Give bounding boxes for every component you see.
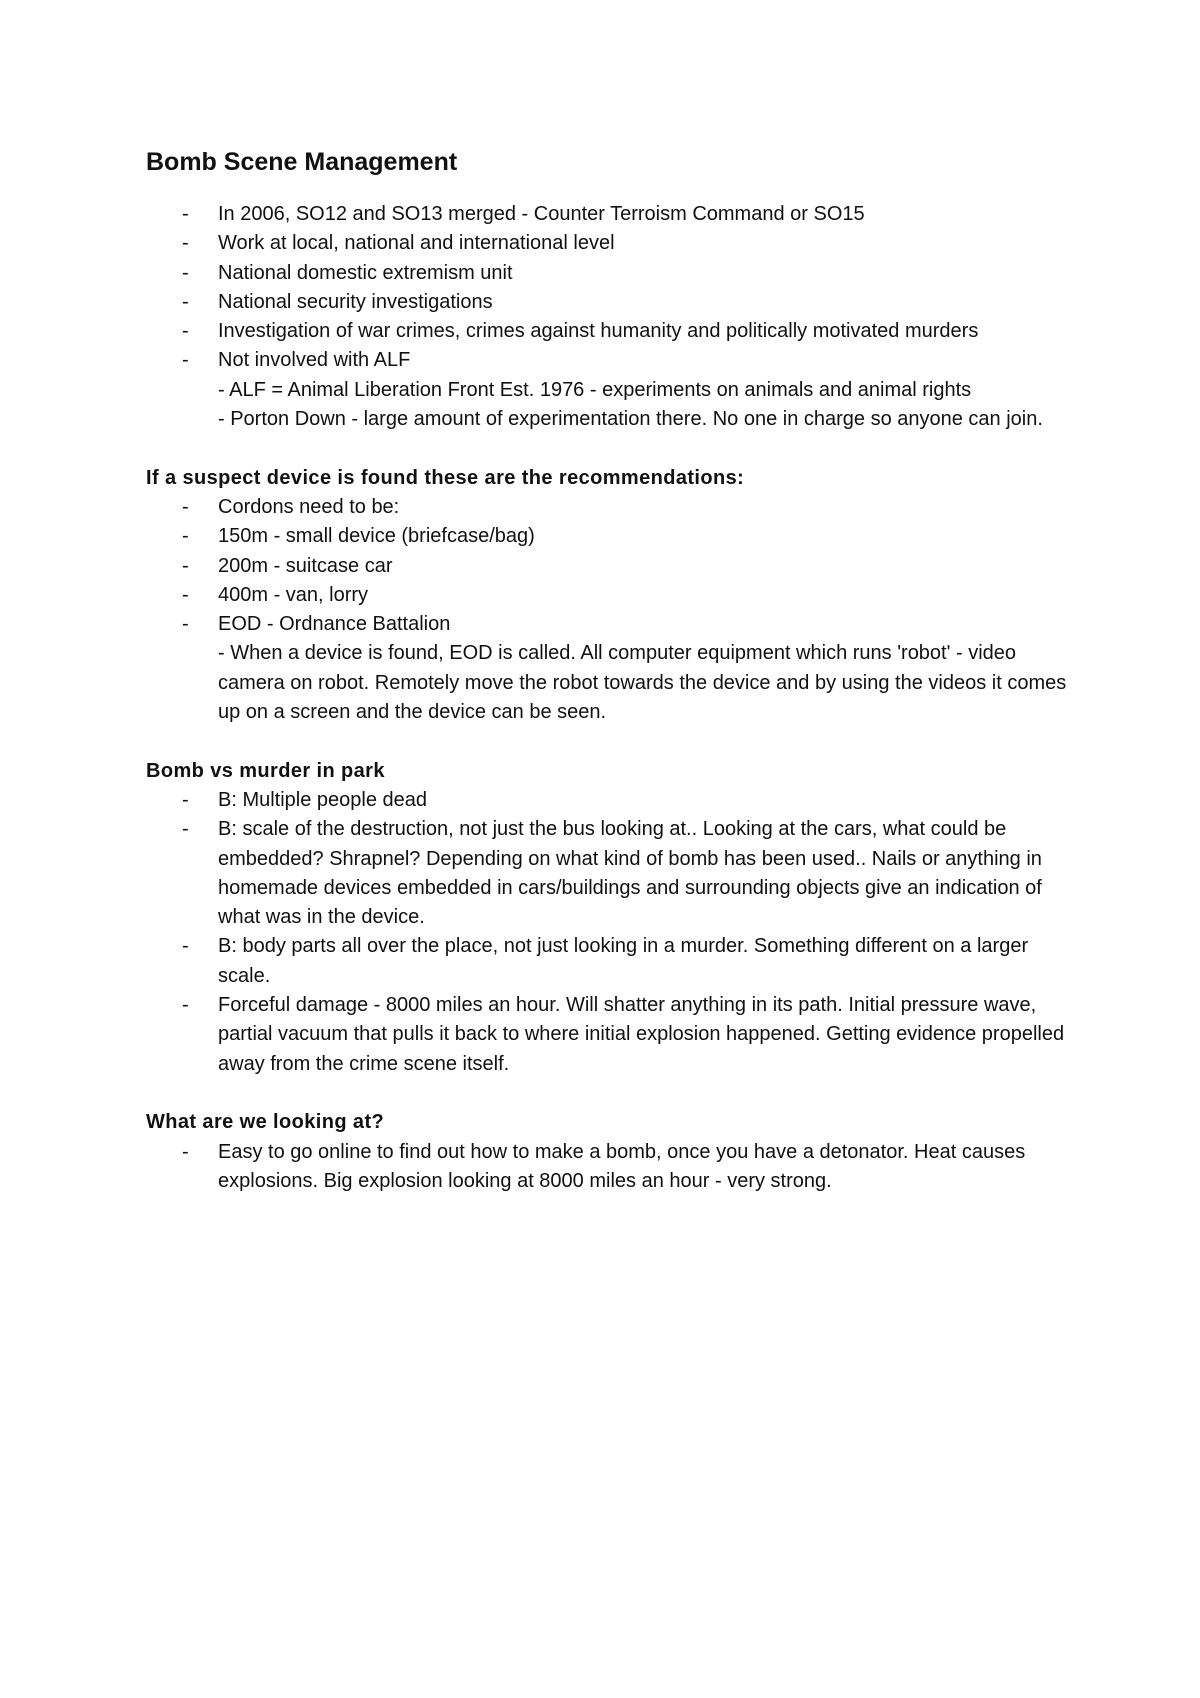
- section1-list: [146, 200, 1076, 376]
- list-item: [146, 200, 1076, 229]
- list-item-text: B: Multiple people dead: [218, 788, 428, 811]
- list-item-text: Cordons need to be:: [218, 495, 400, 518]
- bullet-dash: -: [182, 994, 189, 1017]
- section3-list: [146, 786, 1076, 1079]
- list-item-text: B: scale of the destruction, not just the bus looking at.. Looking at the cars, what could be embedded? Shrapnel? Depending on what kind of bomb has been used.. Nails or anything in homemade devices embedded in cars/buildings and surrounding objects give an indication of what was in the device.: [218, 818, 1042, 929]
- list-item-text: Not involved with ALF: [218, 349, 411, 372]
- list-item: [146, 991, 1076, 1079]
- list-item-text: 200m - suitcase car: [218, 554, 393, 577]
- section-spacer: [146, 727, 1076, 756]
- list-item-text: Forceful damage - 8000 miles an hour. Will shatter anything in its path. Initial pressure wave, partial vacuum that pulls it back to where initial explosion happened. Getting evidence propelled away from the crime scene itself.: [218, 994, 1065, 1075]
- list-item-text: National domestic extremism unit: [218, 261, 513, 284]
- document-title: Bomb Scene Management: [146, 148, 458, 176]
- list-item-text: B: body parts all over the place, not just looking in a murder. Something different on a larger scale.: [218, 935, 1029, 987]
- list-item: [146, 522, 1076, 551]
- list-item-text: Work at local, national and international level: [218, 232, 615, 255]
- section4-list: [146, 1138, 1076, 1197]
- title-spacer: [146, 179, 1076, 200]
- list-item: [146, 259, 1076, 288]
- list-item: [146, 610, 1076, 639]
- bomb-vs-murder-heading: Bomb vs murder in park: [146, 759, 385, 782]
- bullet-dash: -: [182, 1140, 189, 1163]
- bullet-dash: -: [182, 935, 189, 958]
- bullet-dash: -: [182, 818, 189, 841]
- list-item: [146, 552, 1076, 581]
- bullet-dash: -: [182, 349, 189, 372]
- list-item: [146, 229, 1076, 258]
- bullet-dash: -: [182, 554, 189, 577]
- list-item-text: 150m - small device (briefcase/bag): [218, 525, 535, 548]
- bullet-dash: -: [182, 320, 189, 343]
- bullet-dash: -: [182, 232, 189, 255]
- list-item: [146, 581, 1076, 610]
- list-item-text: Easy to go online to find out how to make a bomb, once you have a detonator. Heat causes explosions. Big explosion looking at 8000 miles an hour - very strong.: [218, 1140, 1026, 1192]
- bullet-dash: -: [182, 525, 189, 548]
- section-spacer: [146, 434, 1076, 463]
- list-item: [146, 317, 1076, 346]
- section2-list: [146, 493, 1076, 639]
- list-item-text: EOD - Ordnance Battalion: [218, 613, 451, 636]
- porton-down-note: - Porton Down - large amount of experimentation there. No one in charge so anyone can join.: [218, 408, 1043, 431]
- bullet-dash: -: [182, 788, 189, 811]
- list-item: [146, 932, 1076, 991]
- bullet-dash: -: [182, 583, 189, 606]
- bullet-dash: -: [182, 290, 189, 313]
- list-item: [146, 288, 1076, 317]
- list-item: [146, 815, 1076, 932]
- list-item: [146, 493, 1076, 522]
- alf-note: - ALF = Animal Liberation Front Est. 1976 - experiments on animals and animal rights: [218, 378, 972, 401]
- list-item: [146, 346, 1076, 375]
- eod-note: - When a device is found, EOD is called. All computer equipment which runs 'robot' - video camera on robot. Remotely move the robot towards the device and by using the videos it comes up on a screen and the device can be seen.: [218, 642, 1067, 724]
- bullet-dash: -: [182, 613, 189, 636]
- list-item-text: 400m - van, lorry: [218, 583, 369, 606]
- what-looking-at-heading: What are we looking at?: [146, 1111, 385, 1134]
- list-item-text: In 2006, SO12 and SO13 merged - Counter Terroism Command or SO15: [218, 203, 865, 225]
- bullet-dash: -: [182, 261, 189, 284]
- list-item-text: National security investigations: [218, 290, 493, 313]
- suspect-device-heading: If a suspect device is found these are the recommendations:: [146, 466, 745, 489]
- bullet-dash: -: [182, 203, 189, 225]
- section-spacer: [146, 1079, 1076, 1108]
- list-item: [146, 786, 1076, 815]
- document-content: [146, 145, 1076, 1196]
- list-item-text: Investigation of war crimes, crimes against humanity and politically motivated murders: [218, 320, 979, 343]
- list-item: [146, 1138, 1076, 1197]
- bullet-dash: -: [182, 495, 189, 518]
